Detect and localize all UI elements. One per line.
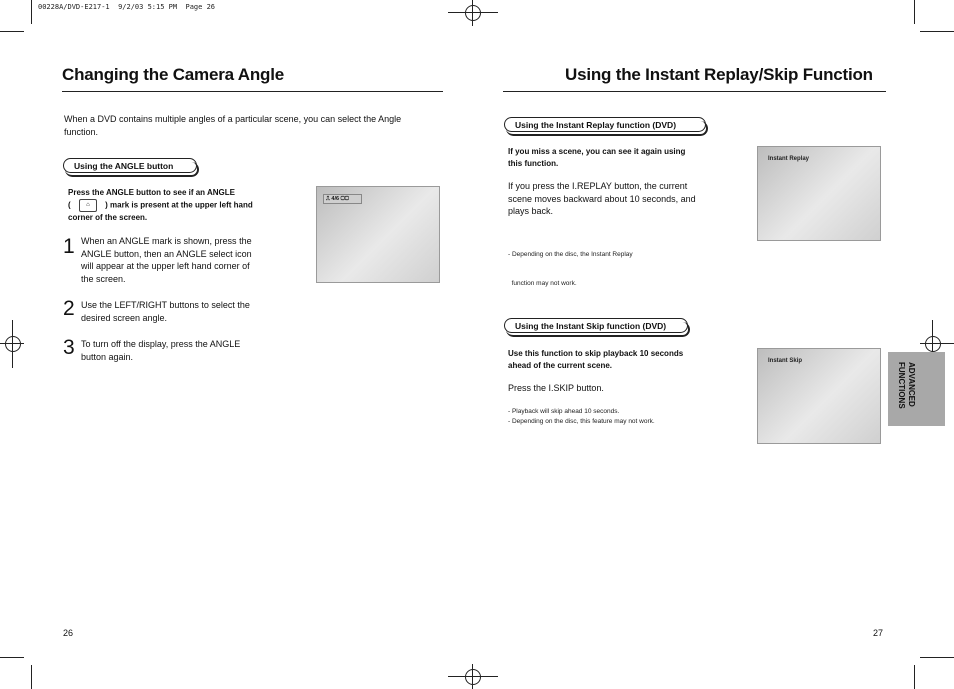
- crop-mark: [914, 0, 915, 24]
- step-line: When an ANGLE mark is shown, press the: [81, 236, 252, 246]
- print-header: 00228A/DVD-E217-1 9/2/03 5:15 PM Page 26: [38, 3, 216, 11]
- crop-mark: [0, 657, 24, 658]
- registration-mark-icon: [465, 5, 481, 21]
- page-number-right: 27: [873, 628, 884, 638]
- lead-line: ahead of the current scene.: [508, 361, 613, 370]
- angle-number: 4/6: [331, 196, 340, 202]
- side-tab-advanced-functions: [888, 352, 945, 426]
- angle-osd: [323, 194, 362, 204]
- lead-line: Use this function to skip playback 10 seconds: [508, 349, 684, 358]
- section-pill-skip: [504, 318, 688, 333]
- intro-line: function.: [64, 126, 99, 137]
- step-number: 1: [63, 235, 75, 258]
- paren: (: [68, 200, 71, 210]
- replay-note: [508, 231, 633, 298]
- intro-line: When a DVD contains multiple angles of a particular scene, you can select the Angle: [64, 114, 402, 124]
- page-title: Changing the Camera Angle: [62, 65, 285, 84]
- body-line: If you press the I.REPLAY button, the current: [508, 181, 688, 191]
- screen-caption: Instant Skip: [768, 358, 803, 364]
- step-text: [81, 299, 250, 324]
- instruction-line: Press the ANGLE button to see if an ANGLE: [68, 188, 235, 197]
- instruction-text: ) mark is present at the upper left hand: [105, 200, 253, 210]
- lead-line: If you miss a scene, you can see it again using: [508, 147, 686, 156]
- title-rule: [62, 91, 443, 92]
- instant-skip-screen-image: [757, 348, 881, 444]
- step-line: the screen.: [81, 273, 126, 284]
- skip-lead: [508, 348, 683, 372]
- step-line: Use the LEFT/RIGHT buttons to select the: [81, 300, 250, 310]
- step-line: will appear at the upper left hand corner of: [81, 261, 250, 271]
- note-line: - Depending on the disc, this feature may not work.: [508, 417, 655, 425]
- pill-label: Using the Instant Replay function (DVD): [515, 120, 677, 130]
- skip-body: Press the I.SKIP button.: [508, 383, 604, 393]
- angle-icon: ⎍: [326, 196, 330, 202]
- pill-label: Using the ANGLE button: [74, 161, 174, 171]
- screen-caption: Instant Replay: [768, 156, 810, 162]
- section-pill-angle: [63, 158, 197, 173]
- registration-mark-icon: [5, 336, 21, 352]
- replay-lead: [508, 146, 685, 170]
- side-tab-line: FUNCTIONS: [897, 362, 906, 409]
- page-number-left: 26: [63, 628, 74, 638]
- crop-mark: [31, 0, 32, 24]
- step-line: To turn off the display, press the ANGLE: [81, 339, 241, 349]
- side-tab-line: ADVANCED: [907, 362, 916, 407]
- instruction-line: [68, 199, 298, 212]
- skip-note: [508, 407, 655, 426]
- section-pill-replay: [504, 117, 706, 132]
- angle-instruction: [68, 187, 298, 224]
- angle-screen-image: [316, 186, 440, 283]
- angle-icon: ⌂: [79, 199, 97, 212]
- crop-mark: [920, 31, 954, 32]
- registration-mark-icon: [465, 669, 481, 685]
- step-line: desired screen angle.: [81, 312, 168, 323]
- crop-mark: [914, 665, 915, 689]
- step-number: 2: [63, 297, 75, 320]
- note-line: function may not work.: [508, 279, 577, 287]
- angle-indicator-icon: ▢▢: [340, 196, 349, 202]
- body-line: scene moves backward about 10 seconds, and: [508, 193, 696, 204]
- step-text: [81, 235, 252, 285]
- page-title: Using the Instant Replay/Skip Function: [565, 65, 873, 84]
- step-number: 3: [63, 336, 75, 359]
- instant-replay-screen-image: [757, 146, 881, 241]
- step-text: [81, 338, 240, 363]
- note-line: - Depending on the disc, the Instant Replay: [508, 251, 633, 258]
- instruction-line: corner of the screen.: [68, 213, 148, 222]
- note-line: - Playback will skip ahead 10 seconds.: [508, 408, 620, 415]
- step-line: ANGLE button, then an ANGLE select icon: [81, 248, 252, 259]
- pill-label: Using the Instant Skip function (DVD): [515, 321, 667, 331]
- registration-mark-icon: [925, 336, 941, 352]
- lead-line: this function.: [508, 159, 559, 168]
- crop-mark: [31, 665, 32, 689]
- title-rule: [503, 91, 886, 92]
- step-line: button again.: [81, 351, 134, 362]
- intro-text: [64, 113, 401, 138]
- side-tab-label: [896, 362, 916, 409]
- replay-body: [508, 180, 696, 218]
- crop-mark: [0, 31, 24, 32]
- crop-mark: [920, 657, 954, 658]
- body-line: plays back.: [508, 206, 554, 216]
